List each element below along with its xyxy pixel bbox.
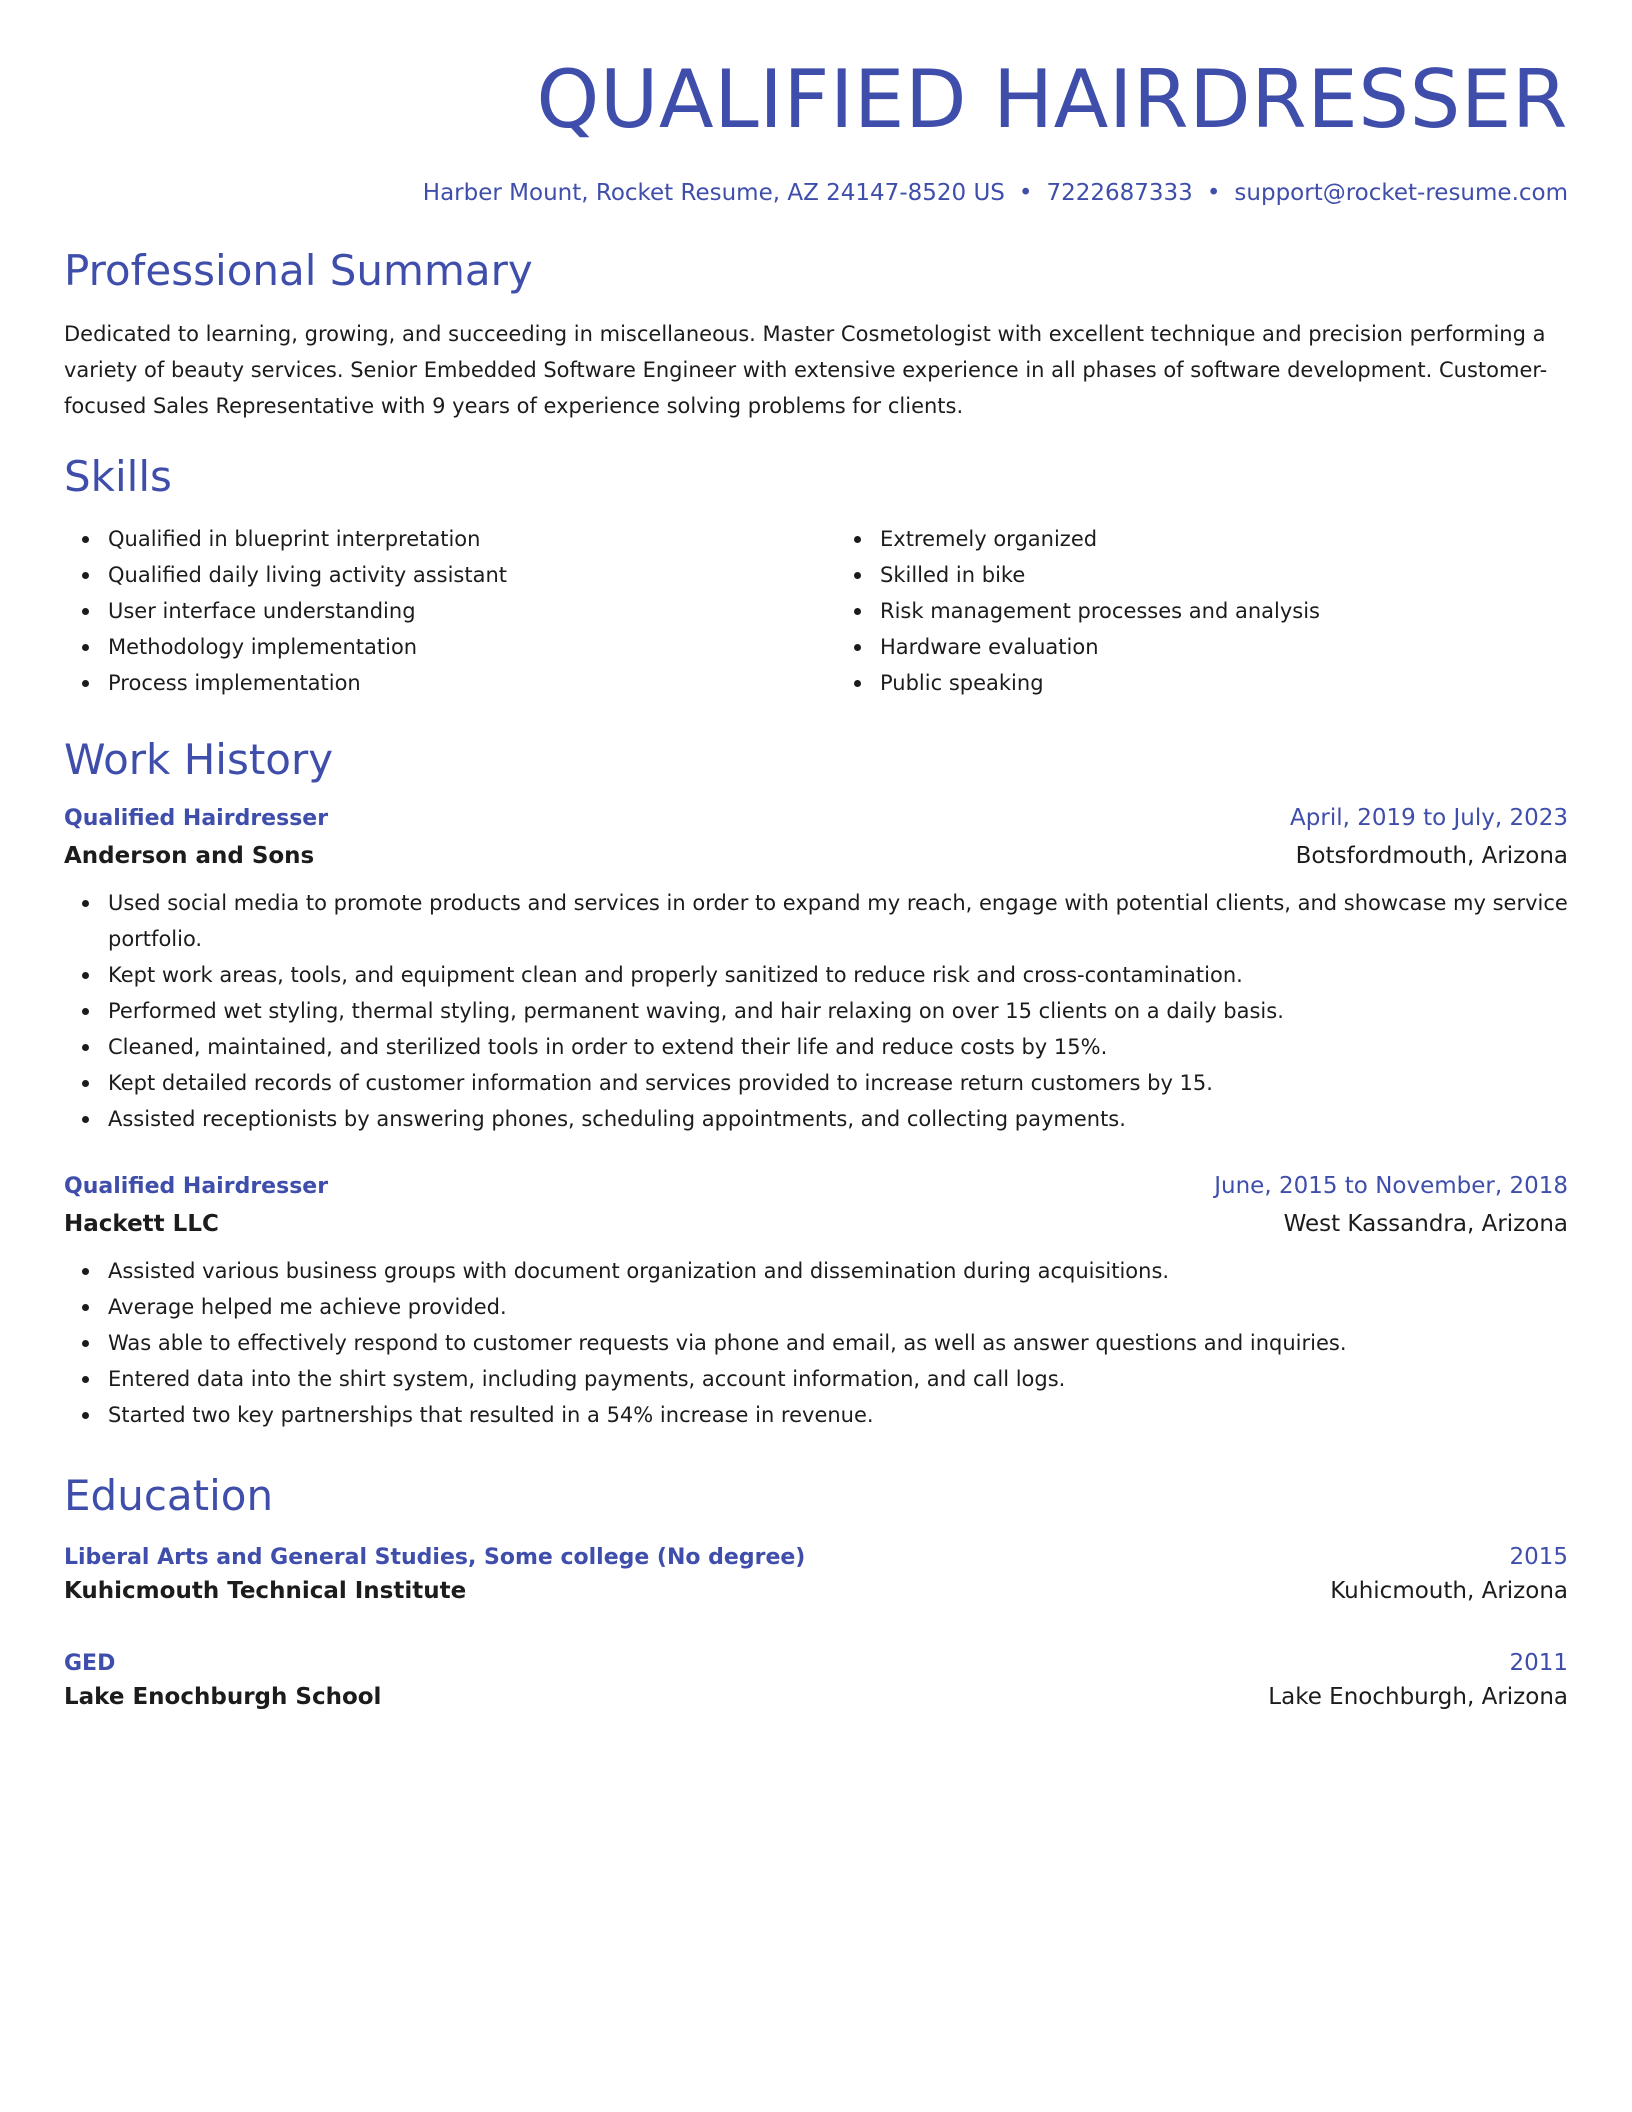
summary-heading: Professional Summary xyxy=(64,246,533,295)
job-bullet: Was able to effectively respond to customer requests via phone and email, as well as answer questions and inquiries. xyxy=(108,1325,1568,1361)
job-location: West Kassandra, Arizona xyxy=(1283,1211,1568,1238)
job-location: Botsfordmouth, Arizona xyxy=(1295,843,1568,870)
job-bullet: Kept detailed records of customer information and services provided to increase return customers by 15. xyxy=(108,1065,1568,1101)
education-heading: Education xyxy=(64,1471,274,1521)
job-title-row xyxy=(64,1173,1568,1199)
job-bullet: Used social media to promote products and services in order to expand my reach, engage with potential clients, and showcase my service portfolio. xyxy=(108,885,1568,957)
job-bullet: Cleaned, maintained, and sterilized tools in order to extend their life and reduce costs by 15%. xyxy=(108,1029,1568,1065)
education-degree-row xyxy=(64,1650,1568,1676)
education-school-row xyxy=(64,1578,1568,1604)
job-bullet: Kept work areas, tools, and equipment clean and properly sanitized to reduce risk and cross-contamination. xyxy=(108,957,1568,993)
job-bullet: Assisted receptionists by answering phones, scheduling appointments, and collecting payments. xyxy=(108,1101,1568,1137)
education-year: 2011 xyxy=(1509,1649,1568,1676)
skills-column-left xyxy=(64,521,796,701)
job-company: Hackett LLC xyxy=(64,1211,219,1238)
job-company: Anderson and Sons xyxy=(64,843,315,870)
skills-column-right xyxy=(836,521,1568,701)
job-company-row xyxy=(64,1211,1568,1237)
job-bullets xyxy=(64,1253,1568,1433)
resume-header xyxy=(64,0,1568,206)
skill-item: Methodology implementation xyxy=(108,629,796,665)
education-entry xyxy=(64,1650,1568,1710)
skill-item: Public speaking xyxy=(880,665,1568,701)
skill-item: Process implementation xyxy=(108,665,796,701)
job-dates: April, 2019 to July, 2023 xyxy=(1290,805,1568,832)
candidate-name: QUALIFIED HAIRDRESSER xyxy=(536,53,1568,146)
skill-item: Qualified in blueprint interpretation xyxy=(108,521,796,557)
skills-list xyxy=(64,521,1568,701)
job-role: Qualified Hairdresser xyxy=(64,806,329,832)
contact-separator: • xyxy=(1206,180,1221,206)
job-bullets xyxy=(64,885,1568,1137)
skill-item: Extremely organized xyxy=(880,521,1568,557)
education-entry xyxy=(64,1544,1568,1604)
education-school: Kuhicmouth Technical Institute xyxy=(64,1577,467,1604)
job-bullet: Average helped me achieve provided. xyxy=(108,1289,1568,1325)
education-location: Lake Enochburgh, Arizona xyxy=(1268,1683,1568,1710)
contact-line xyxy=(64,180,1568,206)
education-year: 2015 xyxy=(1509,1543,1568,1570)
job-dates: June, 2015 to November, 2018 xyxy=(1214,1173,1568,1200)
contact-email: support@rocket-resume.com xyxy=(1234,180,1568,206)
education-school-row xyxy=(64,1684,1568,1710)
contact-address: Harber Mount, Rocket Resume, AZ 24147-8520 US xyxy=(422,180,1005,206)
job-entry xyxy=(64,805,1568,1137)
job-title-row xyxy=(64,805,1568,831)
education-location: Kuhicmouth, Arizona xyxy=(1330,1577,1568,1604)
education-school: Lake Enochburgh School xyxy=(64,1683,382,1710)
skill-item: User interface understanding xyxy=(108,593,796,629)
skill-item: Qualified daily living activity assistant xyxy=(108,557,796,593)
contact-separator: • xyxy=(1018,180,1033,206)
job-bullet: Started two key partnerships that resulted in a 54% increase in revenue. xyxy=(108,1397,1568,1433)
work-history-heading: Work History xyxy=(64,734,334,784)
skill-item: Risk management processes and analysis xyxy=(880,593,1568,629)
contact-phone: 7222687333 xyxy=(1046,180,1193,206)
job-bullet: Assisted various business groups with document organization and dissemination during acquisitions. xyxy=(108,1253,1568,1289)
skill-item: Skilled in bike xyxy=(880,557,1568,593)
skills-heading: Skills xyxy=(64,452,172,502)
skill-item: Hardware evaluation xyxy=(880,629,1568,665)
education-degree-row xyxy=(64,1544,1568,1570)
job-bullet: Entered data into the shirt system, including payments, account information, and call logs. xyxy=(108,1361,1568,1397)
education-degree: Liberal Arts and General Studies, Some college (No degree) xyxy=(64,1544,806,1570)
job-bullet: Performed wet styling, thermal styling, permanent waving, and hair relaxing on over 15 clients on a daily basis. xyxy=(108,993,1568,1029)
job-entry xyxy=(64,1173,1568,1433)
education-degree: GED xyxy=(64,1650,116,1676)
summary-text: Dedicated to learning, growing, and succeeding in miscellaneous. Master Cosmetologist with excellent technique and precision performing a variety of beauty services. Senior Embedded Software Engineer with extensive experience in all phases of software development. Customer-focused Sales Representative with 9 years of experience solving problems for clients. xyxy=(64,322,1548,419)
job-company-row xyxy=(64,843,1568,869)
job-role: Qualified Hairdresser xyxy=(64,1174,329,1200)
